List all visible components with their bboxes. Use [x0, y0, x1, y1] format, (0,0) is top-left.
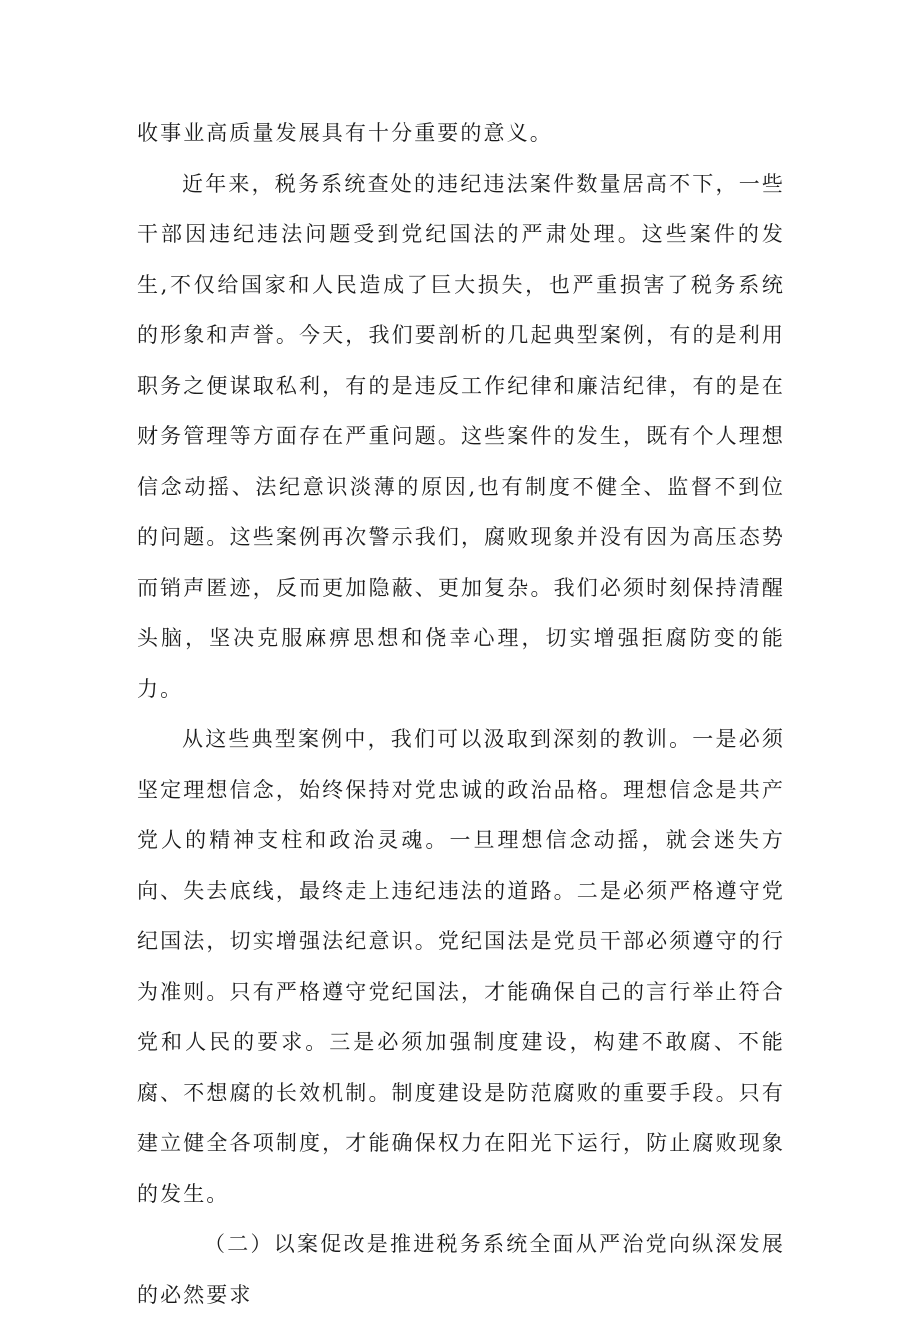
paragraph-continuation: 收事业高质量发展具有十分重要的意义。 [137, 121, 553, 145]
section-heading: （二）以案促改是推进税务系统全面从严治党向纵深发展的必然要求 [137, 1232, 785, 1307]
paragraph-lessons: 从这些典型案例中，我们可以汲取到深刻的教训。一是必须坚定理想信念，始终保持对党忠诚的政治品格。理想信念是共产党人的精神支柱和政治灵魂。一旦理想信念动摇，就会迷失方向、失去底线，最终走上违纪违法的道路。二是必须严格遵守党纪国法，切实增强法纪意识。党纪国法是党员干部必须遵守的行为准则。只有严格遵守党纪国法，才能确保自己的言行举止符合党和人民的要求。三是必须加强制度建设，构建不敢腐、不能腐、不想腐的长效机制。制度建设是防范腐败的重要手段。只有建立健全各项制度，才能确保权力在阳光下运行，防止腐败现象的发生。 [137, 727, 785, 1206]
paragraph-cases-overview: 近年来，税务系统查处的违纪违法案件数量居高不下，一些干部因违纪违法问题受到党纪国法的严肃处理。这些案件的发生,不仅给国家和人民造成了巨大损失，也严重损害了税务系统的形象和声誉。今天，我们要剖析的几起典型案例，有的是利用职务之便谋取私利，有的是违反工作纪律和廉洁纪律，有的是在财务管理等方面存在严重问题。这些案件的发生，既有个人理想信念动摇、法纪意识淡薄的原因,也有制度不健全、监督不到位的问题。这些案例再次警示我们，腐败现象并没有因为高压态势而销声匿迹，反而更加隐蔽、更加复杂。我们必须时刻保持清醒头脑，坚决克服麻痹思想和侥幸心理，切实增强拒腐防变的能力。 [137, 171, 785, 701]
body-text [137, 108, 785, 1320]
